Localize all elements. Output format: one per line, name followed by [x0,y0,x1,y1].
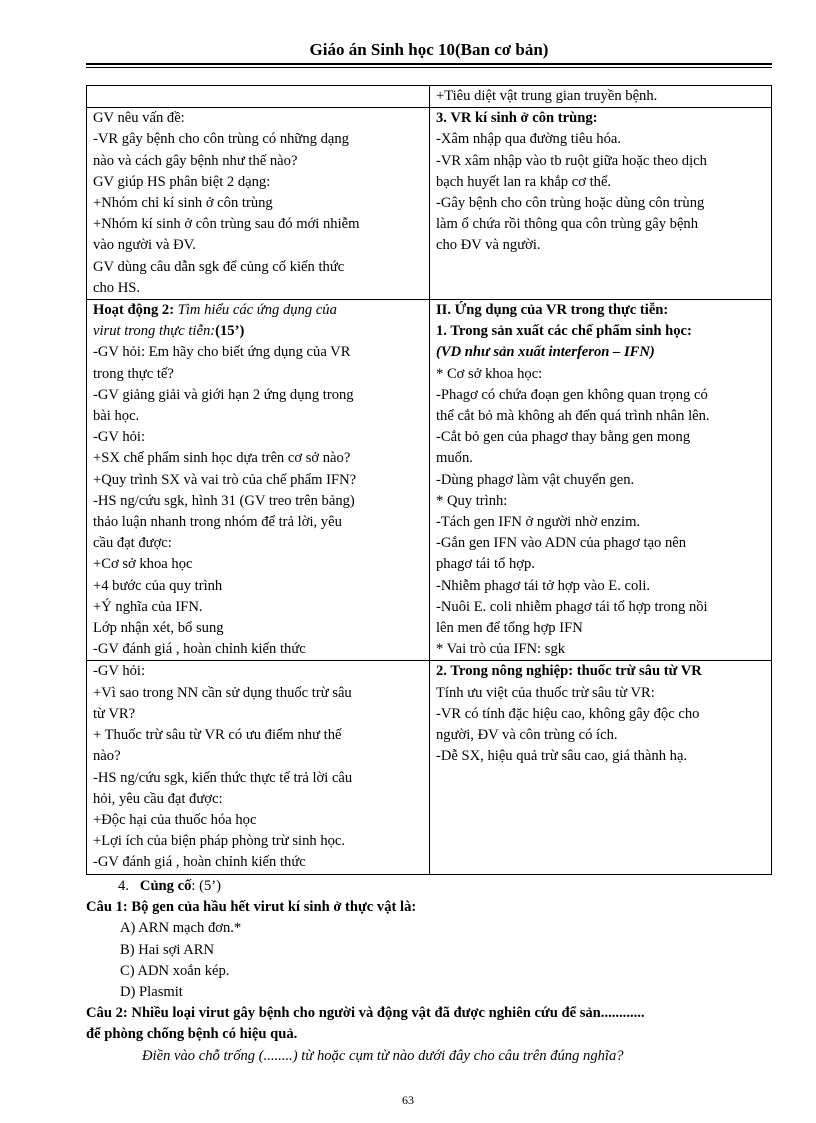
text-line: * Vai trò của IFN: sgk [436,641,566,658]
question-2: Câu 2: Nhiều loại virut gây bệnh cho người và động vật đã được nghiên cứu để sản............ [86,1005,645,1022]
header-rule-thin [86,67,772,68]
text-line: trong thực tế? [93,365,174,382]
text-line: -VR xâm nhập vào tb ruột giữa hoặc theo dịch [436,152,707,169]
text-line: +Tiêu diệt vật trung gian truyền bệnh. [436,88,658,104]
text-line: -Phagơ có chứa đoạn gen không quan trọng có [436,386,708,403]
text-line: -Dùng phagơ làm vật chuyển gen. [436,471,635,488]
answer-option: B) Hai sợi ARN [120,941,215,958]
section-heading: 2. Trong nông nghiệp: thuốc trừ sâu từ VR [436,663,702,680]
text-line: -Nhiễm phagơ tái tở hợp vào E. coli. [436,577,651,594]
row0-left-cell [87,86,430,108]
activity-label: Hoạt động 2: [93,302,175,319]
text-line: -VR gây bệnh cho côn trùng có những dạng [93,131,349,148]
text-line: cho HS. [93,279,141,296]
text-line: GV giúp HS phân biệt 2 dạng: [93,173,271,190]
text-line: -Cắt bỏ gen của phagơ thay bằng gen mong [436,429,691,446]
text-line: Tính ưu việt của thuốc trừ sâu từ VR: [436,684,655,701]
text-line: +Cơ sở khoa học [93,556,193,573]
text-line: -GV giảng giải và giới hạn 2 ứng dụng trong [93,386,354,403]
text-line: -GV hỏi: [93,429,146,446]
text-line: GV dùng câu dẫn sgk để củng cố kiến thức [93,258,345,275]
page-number: 63 [402,1093,414,1107]
text-line: -Dễ SX, hiệu quả trừ sâu cao, giá thành hạ. [436,748,688,765]
section-heading: 3. VR kí sinh ở côn trùng: [436,110,598,127]
text-line: cho ĐV và người. [436,237,541,254]
subsection-heading: 1. Trong sản xuất các chế phẩm sinh học: [436,323,692,340]
text-line: +Lợi ích của biện pháp phòng trừ sinh học. [93,833,346,850]
consolidation-heading [86,876,772,897]
text-line: vào người và ĐV. [93,237,196,254]
text-line: -Nuôi E. coli nhiễm phagơ tái tổ hợp trong nồi [436,598,708,615]
text-line: thể cắt bỏ mà không ah đến quá trình nhân lên. [436,408,710,425]
question-2-cont: để phòng chống bệnh có hiệu quả. [86,1026,298,1043]
text-line: -Xâm nhập qua đường tiêu hóa. [436,131,622,148]
text-line: +Ý nghĩa của IFN. [93,598,203,615]
row1-right-cell [430,108,772,300]
page-header-title: Giáo án Sinh học 10(Ban cơ bản) [309,40,549,59]
text-line: bạch huyết lan ra khắp cơ thể. [436,173,612,190]
text-line: -Gắn gen IFN vào ADN của phagơ tạo nên [436,535,687,552]
text-line: -Gây bệnh cho côn trùng hoặc dùng côn trùng [436,195,705,212]
row3-right-cell [430,661,772,874]
text-line: +SX chế phẩm sinh học dựa trên cơ sở nào? [93,450,351,467]
text-line: Lớp nhận xét, bổ sung [93,620,224,637]
answer-option: C) ADN xoắn kép. [120,962,230,979]
text-line: bài học. [93,408,140,425]
table-row [87,108,772,300]
text-line: GV nêu vấn đề: [93,110,185,127]
text-line: làm ổ chứa rồi thông qua côn trùng gây bệnh [436,216,699,233]
question-1: Câu 1: Bộ gen của hầu hết virut kí sinh ở thực vật là: [86,899,417,916]
text-line: +Nhóm kí sinh ở côn trùng sau đó mới nhiễm [93,216,360,233]
text-line: -GV hỏi: [93,663,146,680]
text-line: -HS ng/cứu sgk, hình 31 (GV treo trên bảng) [93,492,355,509]
heading-time: : (5’) [191,878,221,894]
text-line: +Vì sao trong NN cần sử dụng thuốc trừ sâu [93,684,352,701]
activity-title: Tìm hiểu các ứng dụng của [174,302,337,319]
text-line: +Nhóm chỉ kí sinh ở côn trùng [93,195,273,212]
example-note: (VD như sản xuất interferon – IFN) [436,344,655,361]
activity-heading [93,300,423,321]
text-line: người, ĐV và côn trùng có ích. [436,727,618,744]
heading-number: 4. [118,878,129,894]
table-row [87,86,772,108]
text-line: +Quy trình SX và vai trò của chế phẩm IFN? [93,471,357,488]
text-line: lên men để tổng hợp IFN [436,620,583,637]
activity-heading-cont [93,321,423,342]
row2-left-cell [87,300,430,661]
text-line: -GV đánh giá , hoàn chỉnh kiến thức [93,854,306,871]
text-line: -VR có tính đặc hiệu cao, không gây độc cho [436,705,700,722]
table-row [87,300,772,661]
row0-right-cell [430,86,772,108]
text-line: * Quy trình: [436,492,508,509]
row2-right-cell [430,300,772,661]
text-line: thảo luận nhanh trong nhóm để trả lời, yêu [93,514,342,531]
consolidation-section [86,876,772,1067]
answer-option: D) Plasmit [120,984,183,1001]
text-line: hỏi, yêu cầu đạt được: [93,790,223,807]
text-line: -GV đánh giá , hoàn chỉnh kiến thức [93,641,306,658]
lesson-table [86,85,772,875]
answer-option: A) ARN mạch đơn.* [120,920,242,937]
text-line: phagơ tái tổ hợp. [436,556,535,573]
activity-time: (15’) [215,323,245,340]
table-row [87,661,772,874]
row1-left-cell [87,108,430,300]
question-2-instruction: Điền vào chỗ trống (........) từ hoặc cụm từ nào dưới đây cho câu trên đúng nghĩa? [142,1047,624,1064]
text-line: -HS ng/cứu sgk, kiến thức thực tế trả lời câu [93,769,353,786]
text-line: * Cơ sở khoa học: [436,365,543,382]
text-line: nào và cách gây bệnh như thế nào? [93,152,298,169]
row3-left-cell [87,661,430,874]
text-line: + Thuốc trừ sâu từ VR có ưu điểm như thế [93,727,342,744]
activity-title-cont: virut trong thực tiễn: [93,323,216,340]
text-line: -Tách gen IFN ở người nhờ enzim. [436,514,641,531]
text-line: từ VR? [93,705,136,722]
text-line: -GV hỏi: Em hãy cho biết ứng dụng của VR [93,344,351,361]
text-line: cầu đạt được: [93,535,172,552]
section-heading: II. Ứng dụng của VR trong thực tiễn: [436,302,669,319]
header-rule-thick [86,63,772,65]
text-line: nào? [93,748,121,765]
text-line: +Độc hại của thuốc hóa học [93,811,257,828]
text-line: muốn. [436,450,473,467]
text-line: +4 bước của quy trình [93,577,223,594]
heading-label: Củng cố [139,878,192,894]
